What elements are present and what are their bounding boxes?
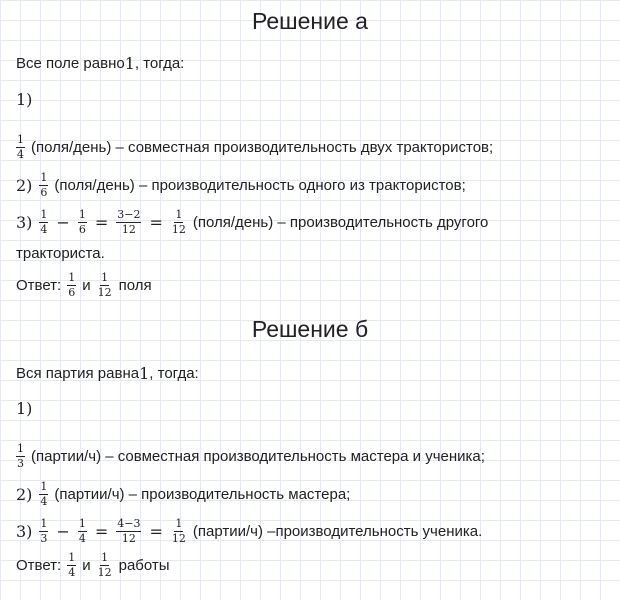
section-a-title: Решение а bbox=[252, 8, 368, 34]
line-text: (партии/ч) – совместная производительность мастера и ученика; bbox=[31, 447, 485, 465]
answer-unit: работы bbox=[118, 556, 170, 574]
numerator: 1 bbox=[101, 271, 109, 284]
line-text: (партии/ч) – производительность мастера; bbox=[54, 485, 351, 503]
intro-end: , тогда: bbox=[134, 55, 185, 72]
numerator: 1 bbox=[40, 480, 48, 493]
denominator: 4 bbox=[40, 495, 48, 508]
step-label: 1) bbox=[16, 90, 33, 109]
fraction bbox=[39, 518, 48, 545]
conjunction: и bbox=[82, 276, 91, 294]
intro-end: , тогда: bbox=[149, 365, 199, 382]
section-a-line1 bbox=[16, 134, 612, 161]
fraction bbox=[16, 443, 25, 470]
line-text: (поля/день) – производительность одного из трактористов; bbox=[54, 176, 466, 194]
minus-sign: − bbox=[56, 212, 70, 232]
line-text: (партии/ч) –производительность ученика. bbox=[192, 522, 483, 540]
fraction bbox=[78, 518, 87, 545]
fraction bbox=[39, 172, 48, 199]
denominator: 6 bbox=[78, 223, 86, 236]
section-b-title: Решение б bbox=[251, 316, 369, 342]
equals-sign: = bbox=[149, 212, 163, 232]
fraction bbox=[78, 209, 87, 236]
numerator: 1 bbox=[78, 208, 86, 221]
step-label: 3) bbox=[16, 212, 33, 232]
intro-number: 1 bbox=[139, 364, 150, 383]
denominator: 4 bbox=[40, 223, 48, 236]
intro-text: Вся партия равна bbox=[16, 365, 140, 382]
denominator: 12 bbox=[171, 223, 186, 236]
section-a-line2 bbox=[16, 172, 612, 199]
numerator: 1 bbox=[68, 271, 76, 284]
denominator: 4 bbox=[78, 532, 86, 545]
fraction bbox=[39, 481, 48, 508]
section-a-line3-continuation bbox=[16, 244, 612, 264]
line-text: (поля/день) – совместная производительность двух трактористов; bbox=[31, 138, 494, 156]
denominator: 3 bbox=[17, 457, 24, 470]
minus-sign: − bbox=[56, 521, 70, 541]
denominator: 4 bbox=[17, 148, 24, 161]
numerator: 3−2 bbox=[117, 208, 141, 221]
equals-sign: = bbox=[149, 521, 163, 541]
denominator: 12 bbox=[97, 286, 112, 299]
intro-text: Все поле равно bbox=[16, 55, 125, 72]
fraction bbox=[116, 518, 141, 545]
step-label: 3) bbox=[16, 521, 33, 541]
line-text: тракториста. bbox=[16, 245, 105, 262]
denominator: 4 bbox=[68, 566, 76, 579]
fraction bbox=[16, 134, 25, 161]
equals-sign: = bbox=[94, 521, 109, 541]
numerator: 1 bbox=[40, 517, 48, 530]
numerator: 1 bbox=[175, 517, 183, 530]
fraction bbox=[67, 552, 76, 579]
section-b-line2 bbox=[16, 481, 612, 508]
section-b-step1-label bbox=[16, 399, 612, 419]
conjunction: и bbox=[82, 556, 91, 574]
denominator: 12 bbox=[97, 566, 112, 579]
section-b-answer bbox=[16, 552, 612, 579]
answer-unit: поля bbox=[118, 276, 152, 294]
numerator: 1 bbox=[68, 551, 76, 564]
fraction bbox=[116, 209, 141, 236]
answer-label: Ответ: bbox=[16, 556, 62, 574]
numerator: 1 bbox=[17, 133, 24, 146]
section-a-step1-label bbox=[16, 90, 612, 110]
section-a-line3 bbox=[16, 209, 612, 236]
numerator: 1 bbox=[175, 208, 183, 221]
step-label: 2) bbox=[16, 484, 33, 504]
numerator: 1 bbox=[40, 208, 48, 221]
numerator: 1 bbox=[17, 442, 24, 455]
numerator: 1 bbox=[40, 171, 48, 184]
fraction bbox=[97, 552, 113, 579]
denominator: 12 bbox=[121, 223, 136, 236]
fraction bbox=[97, 272, 113, 299]
denominator: 12 bbox=[121, 532, 136, 545]
denominator: 3 bbox=[40, 532, 48, 545]
section-a-intro bbox=[16, 54, 612, 74]
line-text: (поля/день) – производительность другого bbox=[192, 213, 489, 231]
fraction bbox=[39, 209, 48, 236]
numerator: 4−3 bbox=[117, 517, 141, 530]
section-b-intro bbox=[16, 364, 612, 384]
section-b-line1 bbox=[16, 443, 612, 470]
answer-label: Ответ: bbox=[16, 276, 62, 294]
denominator: 6 bbox=[40, 186, 48, 199]
numerator: 1 bbox=[101, 551, 109, 564]
equals-sign: = bbox=[94, 212, 109, 232]
step-label: 2) bbox=[16, 175, 33, 195]
numerator: 1 bbox=[78, 517, 86, 530]
intro-number: 1 bbox=[124, 54, 135, 73]
fraction bbox=[171, 518, 187, 545]
section-b-line3 bbox=[16, 518, 612, 545]
fraction bbox=[67, 272, 76, 299]
step-label: 1) bbox=[16, 399, 33, 418]
section-a-answer bbox=[16, 272, 612, 299]
denominator: 12 bbox=[171, 532, 186, 545]
denominator: 6 bbox=[68, 286, 76, 299]
fraction bbox=[171, 209, 187, 236]
